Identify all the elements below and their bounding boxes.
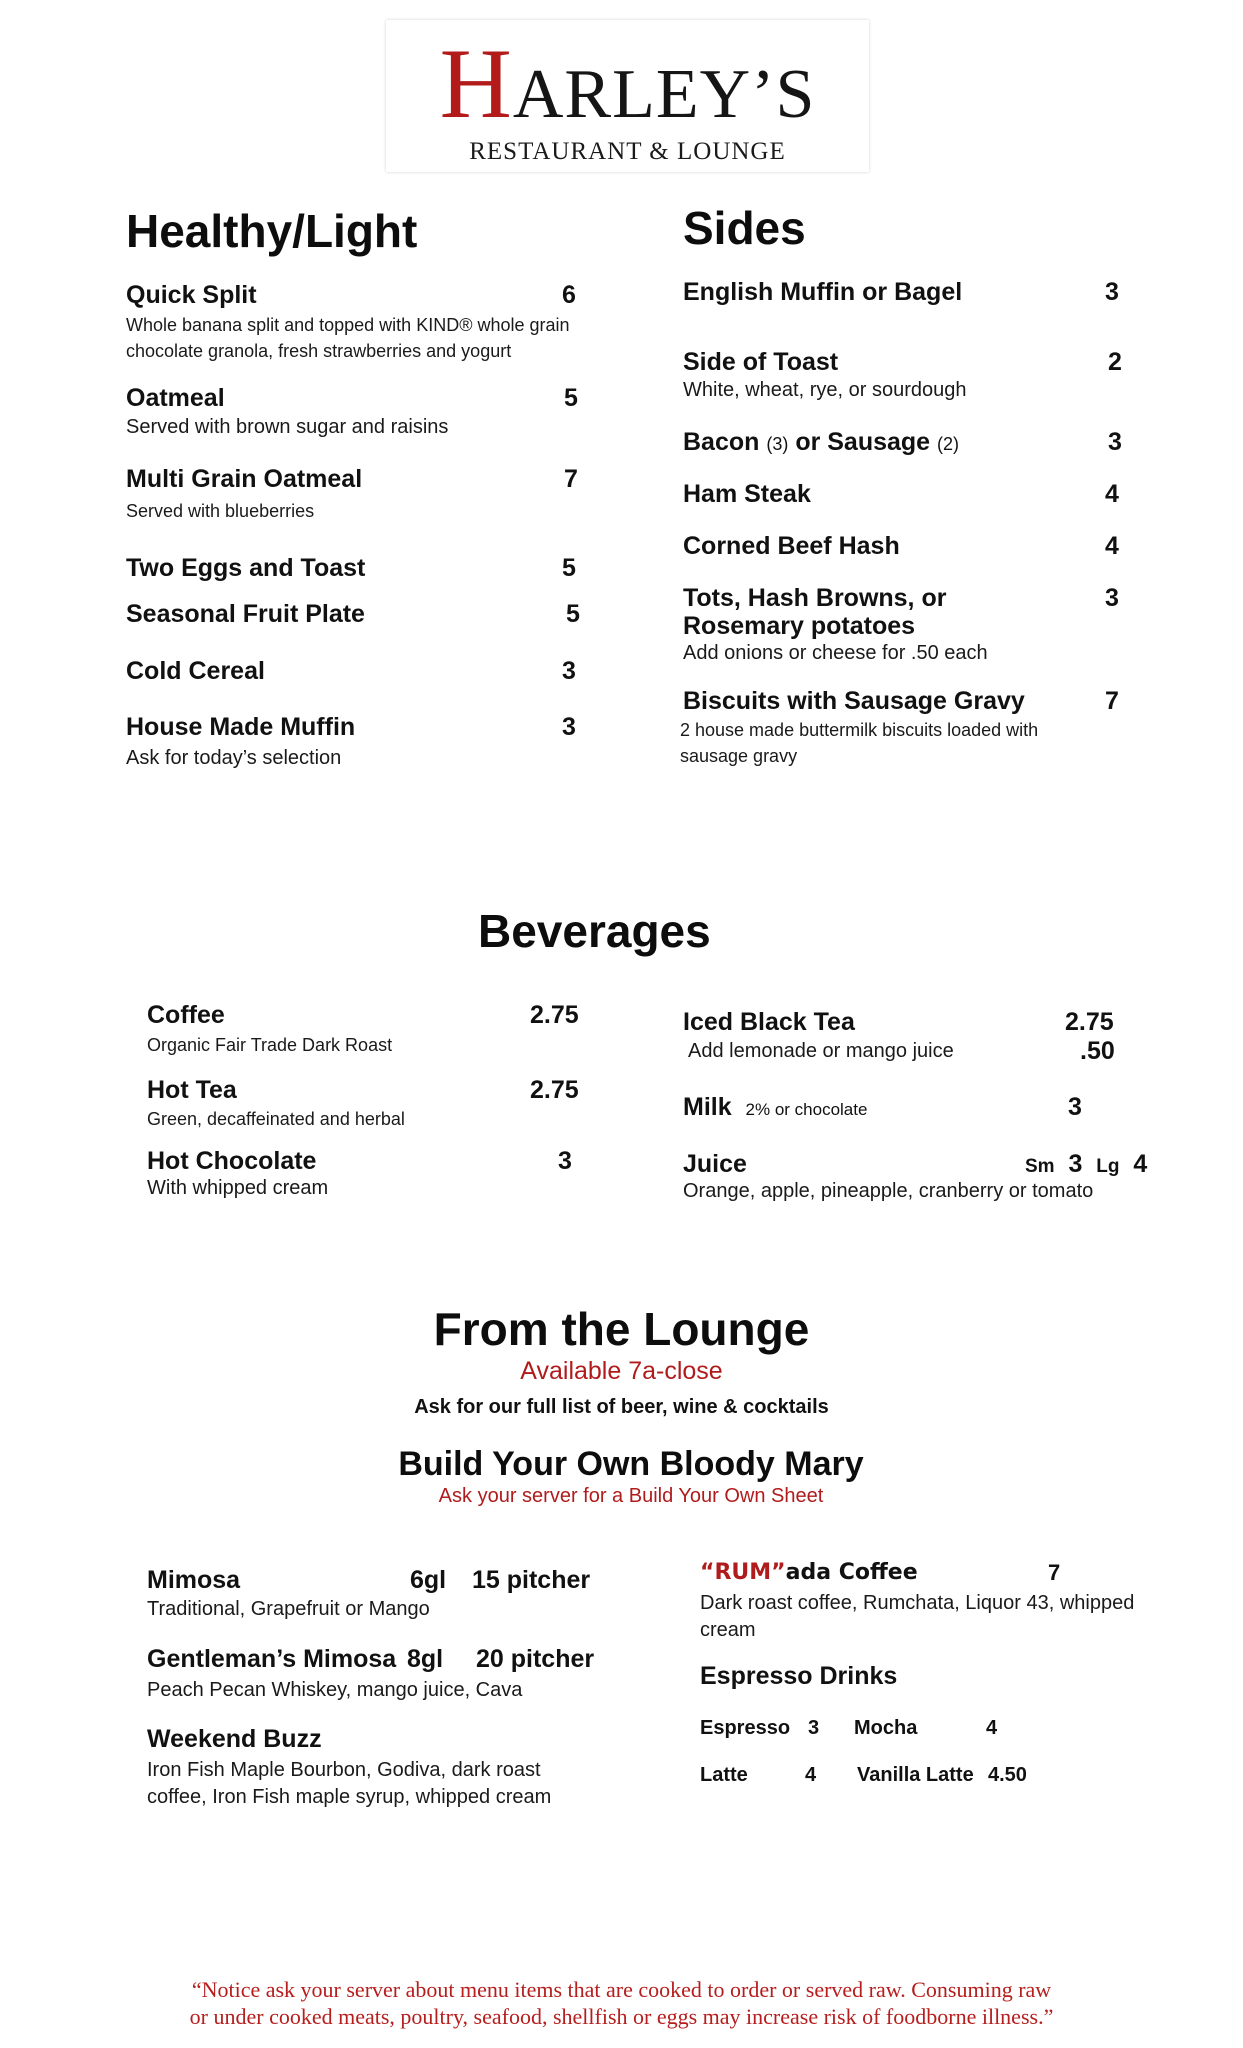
lounge-heading: From the Lounge <box>433 1303 810 1355</box>
vanilla-latte-item: Vanilla Latte <box>857 1764 974 1786</box>
menu-item-name-part: Bacon <box>683 428 760 456</box>
menu-item-description: Peach Pecan Whiskey, mango juice, Cava <box>147 1679 523 1701</box>
bloody-mary-heading: Build Your Own Bloody Mary <box>398 1445 864 1483</box>
mocha-price: 4 <box>986 1717 998 1739</box>
menu-item-name-part: or Sausage <box>795 428 931 456</box>
menu-item-name: Hot Tea <box>147 1076 237 1104</box>
menu-item-description: With whipped cream <box>147 1177 329 1199</box>
size-price-large: 4 <box>1133 1150 1148 1178</box>
menu-item-price: 3 <box>562 657 576 685</box>
menu-item-name-text: Milk <box>683 1093 732 1121</box>
size-price-small: 3 <box>1068 1150 1083 1178</box>
rumada-coffee-name <box>700 1561 918 1585</box>
menu-item-name: Iced Black Tea <box>683 1008 855 1036</box>
notice-line: or under cooked meats, poultry, seafood, shellfish or eggs may increase risk of foodborne illness.” <box>189 2004 1054 2029</box>
glass-price: 6gl <box>410 1566 447 1594</box>
logo-subtitle: RESTAURANT & LOUNGE <box>469 138 786 165</box>
menu-item-price: 5 <box>562 554 576 582</box>
size-label-small: Sm <box>1025 1156 1055 1177</box>
menu-item-name: English Muffin or Bagel <box>683 278 963 306</box>
vanilla-latte-price: 4.50 <box>988 1764 1027 1786</box>
juice-size-prices <box>1025 1151 1147 1179</box>
menu-item-name: Weekend Buzz <box>147 1725 322 1753</box>
menu-item-name: Biscuits with Sausage Gravy <box>683 687 1025 715</box>
healthy-light-heading: Healthy/Light <box>126 205 418 257</box>
mocha-item: Mocha <box>854 1717 918 1739</box>
menu-item-price: 2.75 <box>530 1076 579 1104</box>
menu-item-name <box>683 429 959 457</box>
lounge-ask-note: Ask for our full list of beer, wine & cocktails <box>414 1396 829 1418</box>
menu-item-name: Multi Grain Oatmeal <box>126 465 363 493</box>
size-label-large: Lg <box>1096 1156 1120 1177</box>
menu-item-price: 2.75 <box>530 1001 579 1029</box>
menu-item-name: Two Eggs and Toast <box>126 554 366 582</box>
menu-item-price: 5 <box>566 600 580 628</box>
latte-price: 4 <box>805 1764 817 1786</box>
menu-item-price: 7 <box>1105 687 1119 715</box>
menu-item-price: 3 <box>1068 1093 1082 1121</box>
menu-item-price: 5 <box>564 384 578 412</box>
menu-item-quantity: (3) <box>766 434 789 454</box>
menu-item-name: Rosemary potatoes <box>683 612 916 640</box>
rumada-name-rest: ada Coffee <box>785 1560 918 1585</box>
menu-item-price: 7 <box>564 465 578 493</box>
menu-item-price: 3 <box>558 1147 572 1175</box>
menu-item-price: 3 <box>1105 584 1119 612</box>
menu-item-price: 3 <box>562 713 576 741</box>
menu-item-name: Quick Split <box>126 281 257 309</box>
logo-initial: H <box>439 28 513 139</box>
menu-item-name <box>683 1094 867 1122</box>
logo-name-rest: ARLEY’S <box>512 56 816 133</box>
beverages-heading: Beverages <box>478 905 711 957</box>
menu-item-description: White, wheat, rye, or sourdough <box>683 379 967 401</box>
menu-item-description: Add onions or cheese for .50 each <box>683 642 988 664</box>
food-safety-notice <box>0 1976 1243 2030</box>
menu-item-description: Served with brown sugar and raisins <box>126 416 449 438</box>
menu-item-name: Gentleman’s Mimosa <box>147 1645 397 1673</box>
menu-item-name: Oatmeal <box>126 384 225 412</box>
sides-heading: Sides <box>683 202 806 254</box>
menu-item-price: 3 <box>1108 428 1122 456</box>
latte-item: Latte <box>700 1764 748 1786</box>
menu-item-price: 2 <box>1108 348 1122 376</box>
menu-item-name: Tots, Hash Browns, or <box>683 584 947 612</box>
menu-item-note: 2% or chocolate <box>745 1100 868 1119</box>
notice-line: “Notice ask your server about menu items that are cooked to order or served raw. Consuming raw <box>191 1977 1052 2002</box>
espresso-drinks-heading: Espresso Drinks <box>700 1662 898 1690</box>
menu-item-price: 3 <box>1105 278 1119 306</box>
menu-item-name: Seasonal Fruit Plate <box>126 600 365 628</box>
menu-item-price: 4 <box>1105 480 1119 508</box>
menu-item-name: House Made Muffin <box>126 713 356 741</box>
menu-item-description: Served with blueberries <box>126 501 315 521</box>
menu-item-description: Organic Fair Trade Dark Roast <box>147 1035 393 1055</box>
menu-item-price: 4 <box>1105 532 1119 560</box>
pitcher-price: 20 pitcher <box>476 1645 595 1673</box>
menu-item-name: Coffee <box>147 1001 225 1029</box>
menu-item-name: Ham Steak <box>683 480 811 508</box>
menu-item-description: Whole banana split and topped with KIND® whole grain chocolate granola, fresh strawberries and yogurt <box>126 315 570 361</box>
restaurant-logo <box>386 20 869 172</box>
menu-item-name: Mimosa <box>147 1566 241 1594</box>
pitcher-price: 15 pitcher <box>472 1566 591 1594</box>
menu-item-name: Cold Cereal <box>126 657 265 685</box>
glass-price: 8gl <box>407 1645 444 1673</box>
menu-item-name: Corned Beef Hash <box>683 532 900 560</box>
menu-item-name: Hot Chocolate <box>147 1147 317 1175</box>
menu-item-description: Traditional, Grapefruit or Mango <box>147 1598 430 1620</box>
menu-item-description: Ask for today’s selection <box>126 747 342 769</box>
menu-item-price: 6 <box>562 281 576 309</box>
espresso-item: Espresso <box>700 1717 791 1739</box>
menu-item-description: Green, decaffeinated and herbal <box>147 1109 405 1129</box>
menu-item-name: Side of Toast <box>683 348 839 376</box>
menu-item-description: Iron Fish Maple Bourbon, Godiva, dark roast coffee, Iron Fish maple syrup, whipped cream <box>147 1759 552 1808</box>
menu-item-price: 7 <box>1048 1560 1061 1585</box>
menu-item-name: Juice <box>683 1150 747 1178</box>
logo-wordmark <box>386 28 869 139</box>
menu-item-addon-price: .50 <box>1080 1037 1115 1065</box>
menu-item-description: Add lemonade or mango juice <box>688 1040 954 1062</box>
bloody-mary-subtitle: Ask your server for a Build Your Own Sheet <box>438 1485 824 1507</box>
menu-item-quantity: (2) <box>937 434 960 454</box>
menu-item-description: 2 house made buttermilk biscuits loaded with sausage gravy <box>680 720 1039 766</box>
menu-item-price: 2.75 <box>1065 1008 1114 1036</box>
lounge-availability: Available 7a-close <box>520 1357 723 1385</box>
rumada-name-red: “RUM” <box>700 1560 786 1585</box>
espresso-price: 3 <box>808 1717 820 1739</box>
menu-item-description: Orange, apple, pineapple, cranberry or tomato <box>683 1180 1094 1202</box>
menu-item-description: Dark roast coffee, Rumchata, Liquor 43, whipped cream <box>700 1592 1135 1641</box>
